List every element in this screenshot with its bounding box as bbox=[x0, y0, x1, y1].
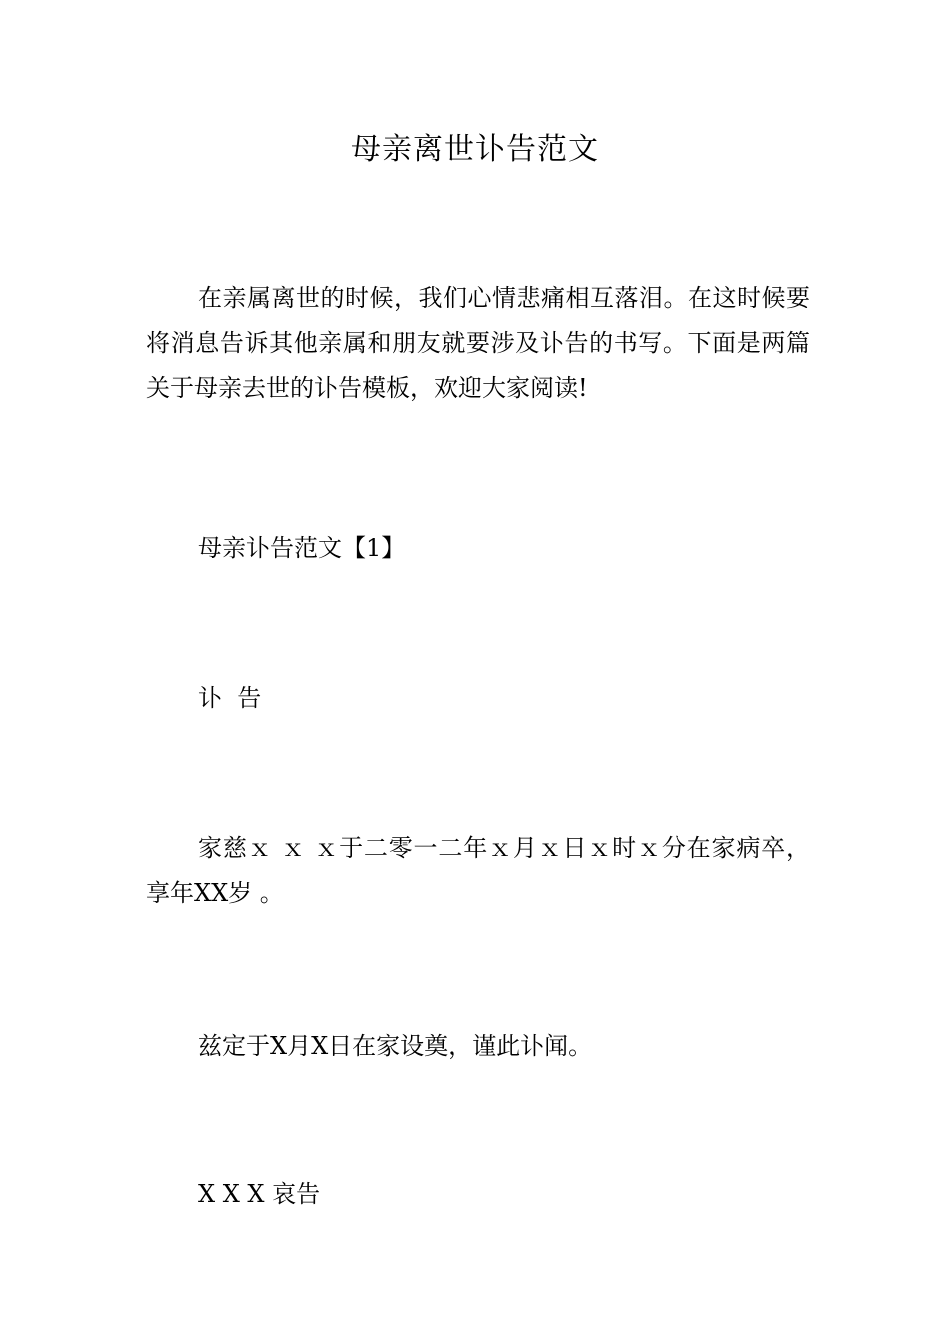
death-notice-paragraph: 家慈ｘ ｘ ｘ于二零一二年ｘ月ｘ日ｘ时ｘ分在家病卒，享年XX岁 。 bbox=[146, 834, 810, 907]
document-title: 母亲离世讣告范文 bbox=[351, 132, 599, 167]
funeral-notice-paragraph: 兹定于X月X日在家设奠，谨此讣闻。 bbox=[198, 1032, 593, 1060]
sample-heading: 母亲讣告范文【1】 bbox=[198, 534, 406, 562]
intro-paragraph: 在亲属离世的时候，我们心情悲痛相互落泪。在这时候要将消息告诉其他亲属和朋友就要涉及讣告的书写。下面是两篇关于母亲去世的讣告模板，欢迎大家阅读! bbox=[146, 284, 810, 402]
obituary-heading: 讣 告 bbox=[198, 684, 262, 712]
signoff-line: X X X 哀告 bbox=[198, 1180, 321, 1208]
